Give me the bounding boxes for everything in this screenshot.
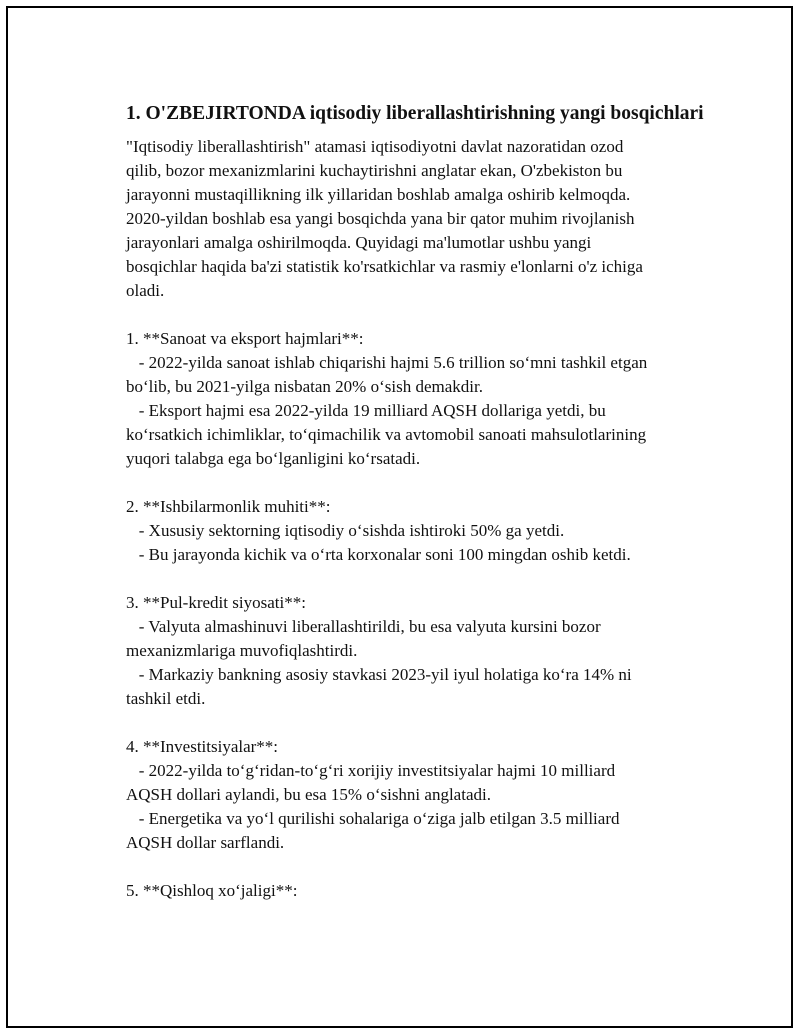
bullet-item: - Energetika va yo‘l qurilishi sohalariga o‘ziga jalb etilgan 3.5 milliard AQSH dollar sarflandi. <box>126 809 620 852</box>
bullet-item: - 2022-yilda sanoat ishlab chiqarishi hajmi 5.6 trillion so‘mni tashkil etgan bo‘lib, bu 2021-yilga nisbatan 20% o‘sish demakdir. <box>126 353 648 396</box>
section-heading: 4. **Investitsiyalar**: <box>126 737 279 756</box>
page-frame <box>6 6 793 1028</box>
document-body <box>126 100 706 927</box>
bullet-item: - Markaziy bankning asosiy stavkasi 2023-yil iyul holatiga ko‘ra 14% ni tashkil etdi. <box>126 665 632 708</box>
bullet-item: - Bu jarayonda kichik va o‘rta korxonalar soni 100 mingdan oshib ketdi. <box>126 545 631 564</box>
bullet-item: - Xususiy sektorning iqtisodiy o‘sishda ishtiroki 50% ga yetdi. <box>126 521 565 540</box>
section-monetary-policy <box>126 591 706 711</box>
bullet-item: - Eksport hajmi esa 2022-yilda 19 milliard AQSH dollariga yetdi, bu ko‘rsatkich ichimliklar, to‘qimachilik va avtomobil sanoati mahsulotlarining yuqori talabga ega bo‘lganligini ko‘rsatadi. <box>126 401 647 468</box>
bullet-item: - 2022-yilda to‘g‘ridan-to‘g‘ri xorijiy investitsiyalar hajmi 10 milliard AQSH dollari aylandi, bu esa 15% o‘sishni anglatadi. <box>126 761 616 804</box>
intro-paragraph: "Iqtisodiy liberallashtirish" atamasi iqtisodiyotni davlat nazoratidan ozod qilib, bozor mexanizmlarini kuchaytirishni anglatar ekan, O'zbekiston bu jarayonni mustaqillikning ilk yillaridan boshlab amalga oshirib kelmoqda. 2020-yildan boshlab esa yangi bosqichda yana bir qator muhim rivojlanish jarayonlari amalga oshirilmoqda. Quyidagi ma'lumotlar ushbu yangi bosqichlar haqida ba'zi statistik ko'rsatkichlar va rasmiy e'lonlarni o'z ichiga oladi. <box>126 137 643 300</box>
bullet-item: - Valyuta almashinuvi liberallashtirildi, bu esa valyuta kursini bozor mexanizmlariga muvofiqlashtirdi. <box>126 617 601 660</box>
section-heading: 5. **Qishloq xo‘jaligi**: <box>126 881 298 900</box>
section-heading: 3. **Pul-kredit siyosati**: <box>126 593 306 612</box>
section-heading: 2. **Ishbilarmonlik muhiti**: <box>126 497 331 516</box>
section-investments <box>126 735 706 855</box>
section-heading: 1. **Sanoat va eksport hajmlari**: <box>126 329 364 348</box>
section-industry-export <box>126 327 706 471</box>
section-business-environment <box>126 495 706 567</box>
section-agriculture <box>126 879 706 903</box>
document-title: 1. O'ZBEJIRTONDA iqtisodiy liberallashtirishning yangi bosqichlari <box>126 103 704 124</box>
